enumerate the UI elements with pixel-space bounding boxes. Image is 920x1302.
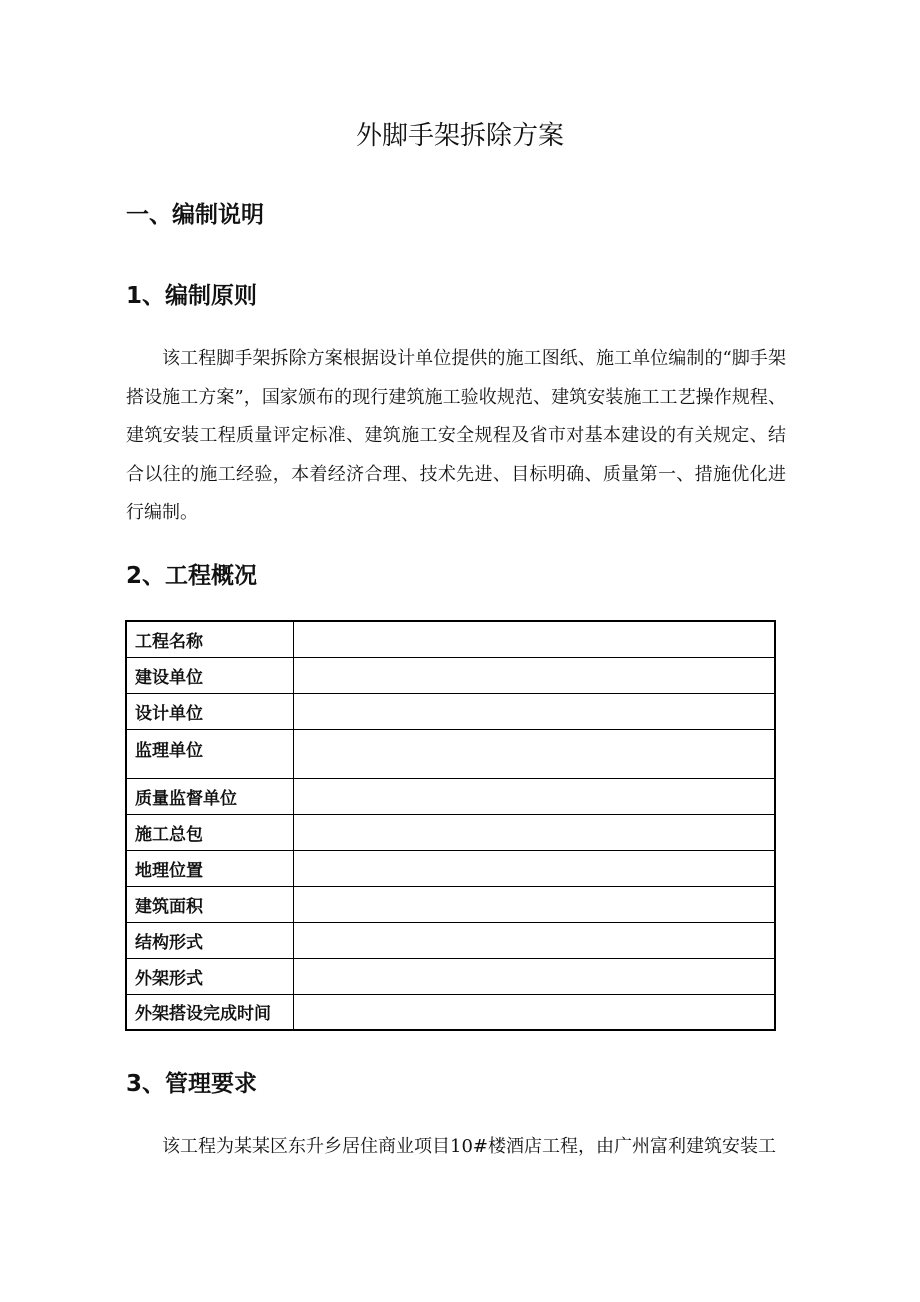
- table-row: [126, 621, 775, 657]
- row-label-owner: 建设单位: [126, 657, 293, 693]
- table-row: [126, 657, 775, 693]
- row-label-quality-supervision: 质量监督单位: [126, 778, 293, 814]
- document-title: 外脚手架拆除方案: [355, 121, 564, 151]
- row-label-supervision-unit: 监理单位: [126, 729, 293, 778]
- row-label-floor-area: 建筑面积: [126, 886, 293, 922]
- management-paragraph: 该工程为某某区东升乡居住商业项目10#楼酒店工程，由广州富利建筑安装工: [162, 1136, 776, 1157]
- table-row: [126, 693, 775, 729]
- row-label-scaffold-completion-time: 外架搭设完成时间: [126, 994, 293, 1030]
- row-value-quality-supervision: [293, 778, 775, 814]
- row-value-scaffold-completion-time: [293, 994, 775, 1030]
- row-label-structure-type: 结构形式: [126, 922, 293, 958]
- table-row: [126, 814, 775, 850]
- row-value-location: [293, 850, 775, 886]
- row-label-project-name: 工程名称: [126, 621, 293, 657]
- principle-paragraph: 该工程脚手架拆除方案根据设计单位提供的施工图纸、施工单位编制的“脚手架搭设施工方案”，国家颁布的现行建筑施工验收规范、建筑安装施工工艺操作规程、建筑安装工程质量评定标准、建筑施工安全规程及省市对基本建设的有关规定、结合以往的施工经验，本着经济合理、技术先进、目标明确、质量第一、措施优化进行编制。: [126, 348, 786, 523]
- row-label-scaffold-type: 外架形式: [126, 958, 293, 994]
- row-value-structure-type: [293, 922, 775, 958]
- table-row: [126, 922, 775, 958]
- heading-management: 3、管理要求: [126, 1071, 258, 1097]
- table-row: [126, 729, 775, 778]
- row-value-design-unit: [293, 693, 775, 729]
- table-row: [126, 886, 775, 922]
- row-value-project-name: [293, 621, 775, 657]
- row-value-supervision-unit: [293, 729, 775, 778]
- row-label-location: 地理位置: [126, 850, 293, 886]
- row-label-general-contractor: 施工总包: [126, 814, 293, 850]
- table-row: [126, 850, 775, 886]
- table-row: [126, 994, 775, 1030]
- table-row: [126, 778, 775, 814]
- section-heading-compilation: 一、编制说明: [126, 202, 264, 228]
- project-overview-table: [125, 620, 776, 1031]
- heading-overview: 2、工程概况: [126, 563, 258, 589]
- table-row: [126, 958, 775, 994]
- row-value-general-contractor: [293, 814, 775, 850]
- row-label-design-unit: 设计单位: [126, 693, 293, 729]
- row-value-owner: [293, 657, 775, 693]
- row-value-floor-area: [293, 886, 775, 922]
- row-value-scaffold-type: [293, 958, 775, 994]
- heading-principle: 1、编制原则: [126, 283, 258, 309]
